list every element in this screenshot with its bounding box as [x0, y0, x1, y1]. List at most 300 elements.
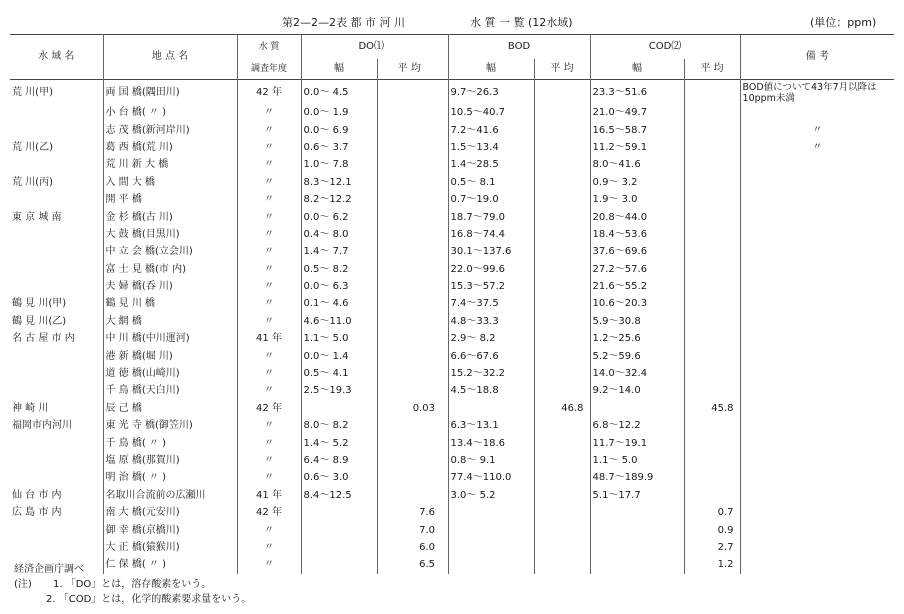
survey-year: 〃 — [237, 434, 301, 451]
bod-average — [534, 278, 590, 295]
location: 御 幸 橋(京橋川) — [103, 521, 237, 538]
do-range: 6.4～ 8.9 — [301, 452, 377, 469]
bod-range: 10.5～40.7 — [448, 104, 534, 121]
remarks — [740, 400, 894, 417]
water-area: 仙 台 市 内 — [12, 489, 62, 501]
water-area — [10, 452, 103, 469]
cod-range — [590, 556, 684, 573]
remarks — [740, 487, 894, 504]
do-average — [377, 313, 441, 330]
survey-year: 〃 — [237, 469, 301, 486]
survey-year: 〃 — [237, 347, 301, 364]
location: 千 鳥 橋(天白川) — [103, 382, 237, 399]
survey-year: 〃 — [237, 382, 301, 399]
cod-range — [590, 504, 684, 521]
do-range: 1.4～ 7.7 — [301, 243, 377, 260]
survey-year: 〃 — [237, 191, 301, 208]
bod-range — [448, 400, 534, 417]
do-average — [377, 278, 441, 295]
header-do-range: 幅 — [301, 59, 377, 80]
bod-average — [534, 174, 590, 191]
cod-average — [684, 278, 740, 295]
water-area: 鶴 見 川(乙) — [12, 315, 67, 327]
location: 開 平 橋 — [103, 191, 237, 208]
bod-range: 16.8～74.4 — [448, 226, 534, 243]
bod-average — [534, 104, 590, 121]
bod-range: 2.9～ 8.2 — [448, 330, 534, 347]
remarks — [740, 261, 894, 278]
water-area — [10, 261, 103, 278]
do-range — [301, 539, 377, 556]
do-average — [377, 174, 441, 191]
location: 大 網 橋 — [103, 313, 237, 330]
remarks — [740, 365, 894, 382]
water-area — [10, 104, 103, 121]
cod-average: 0.7 — [684, 504, 740, 521]
cod-range: 5.1～17.7 — [590, 487, 684, 504]
location: 両 国 橋(隅田川) — [103, 80, 237, 105]
do-average — [377, 191, 441, 208]
bod-range — [448, 521, 534, 538]
survey-year: 〃 — [237, 313, 301, 330]
cod-average — [684, 104, 740, 121]
cod-range — [590, 400, 684, 417]
location: 入 間 大 橋 — [103, 174, 237, 191]
cod-average: 45.8 — [684, 400, 740, 417]
bod-average — [534, 313, 590, 330]
survey-year: 〃 — [237, 208, 301, 225]
do-average: 7.0 — [377, 521, 441, 538]
cod-average — [684, 382, 740, 399]
bod-range: 0.5～ 8.1 — [448, 174, 534, 191]
remarks — [740, 243, 894, 260]
remarks — [740, 521, 894, 538]
do-average — [377, 417, 441, 434]
water-area: 神 崎 川 — [12, 402, 49, 414]
location: 金 杉 橋(古 川) — [103, 208, 237, 225]
bod-average — [534, 156, 590, 173]
cod-average — [684, 365, 740, 382]
cod-range: 18.4～53.6 — [590, 226, 684, 243]
header-bod-range: 幅 — [448, 59, 534, 80]
table-row — [10, 156, 894, 173]
location: 中 川 橋(中川運河) — [103, 330, 237, 347]
do-average: 6.0 — [377, 539, 441, 556]
do-range: 8.4～12.5 — [301, 487, 377, 504]
water-quality-table — [10, 34, 894, 574]
do-average — [377, 434, 441, 451]
water-area — [10, 191, 103, 208]
do-average — [377, 487, 441, 504]
water-area: 荒 川(甲) — [12, 86, 53, 98]
bod-average — [534, 226, 590, 243]
location: 大 正 橋(猿猴川) — [103, 539, 237, 556]
bod-range: 0.7～19.0 — [448, 191, 534, 208]
do-average — [377, 382, 441, 399]
do-average — [377, 226, 441, 243]
location: 明 治 橋( 〃 ) — [103, 469, 237, 486]
cod-average — [684, 191, 740, 208]
cod-average: 1.2 — [684, 556, 740, 573]
water-area — [10, 156, 103, 173]
survey-year: 42 年 — [237, 80, 301, 105]
remarks — [740, 156, 894, 173]
remarks — [740, 278, 894, 295]
cod-range — [590, 539, 684, 556]
cod-range: 16.5～58.7 — [590, 121, 684, 138]
location: 名取川合流前の広瀬川 — [103, 487, 237, 504]
survey-year: 〃 — [237, 278, 301, 295]
header-cod-average: 平 均 — [684, 59, 740, 80]
location: 葛 西 橋(荒 川) — [103, 139, 237, 156]
location: 富 士 見 橋(市 内) — [103, 261, 237, 278]
bod-range: 15.3～57.2 — [448, 278, 534, 295]
cod-average — [684, 261, 740, 278]
do-range: 0.6～ 3.7 — [301, 139, 377, 156]
header-location: 地 点 名 — [103, 35, 237, 80]
table-row — [10, 104, 894, 121]
cod-range: 48.7～189.9 — [590, 469, 684, 486]
do-average — [377, 208, 441, 225]
header-do-average: 平 均 — [377, 59, 441, 80]
bod-range — [448, 539, 534, 556]
do-average — [377, 121, 441, 138]
table-row — [10, 243, 894, 260]
water-area — [10, 434, 103, 451]
bod-average — [534, 347, 590, 364]
survey-year: 41 年 — [237, 330, 301, 347]
location: 道 徳 橋(山崎川) — [103, 365, 237, 382]
do-range — [301, 504, 377, 521]
table-row — [10, 278, 894, 295]
remarks: BOD値について43年7月以降は10ppm未満 — [740, 80, 894, 105]
bod-average — [534, 469, 590, 486]
table-row — [10, 121, 894, 138]
bod-average — [534, 121, 590, 138]
cod-average — [684, 243, 740, 260]
survey-year: 〃 — [237, 556, 301, 573]
do-range: 1.0～ 7.8 — [301, 156, 377, 173]
do-range: 8.3～12.1 — [301, 174, 377, 191]
bod-range: 0.8～ 9.1 — [448, 452, 534, 469]
remarks — [740, 347, 894, 364]
water-area — [10, 226, 103, 243]
remarks — [740, 174, 894, 191]
do-range: 4.6～11.0 — [301, 313, 377, 330]
do-range: 0.0～ 6.9 — [301, 121, 377, 138]
table-row — [10, 313, 894, 330]
bod-average — [534, 330, 590, 347]
cod-range: 14.0～32.4 — [590, 365, 684, 382]
bod-range: 7.4～37.5 — [448, 295, 534, 312]
bod-range: 77.4～110.0 — [448, 469, 534, 486]
do-range: 1.4～ 5.2 — [301, 434, 377, 451]
water-area — [10, 365, 103, 382]
survey-year: 〃 — [237, 452, 301, 469]
survey-year: 〃 — [237, 295, 301, 312]
bod-range: 4.8～33.3 — [448, 313, 534, 330]
bod-range: 30.1～137.6 — [448, 243, 534, 260]
table-row — [10, 539, 894, 556]
do-range: 0.1～ 4.6 — [301, 295, 377, 312]
survey-year: 〃 — [237, 174, 301, 191]
location: 南 大 橋(元安川) — [103, 504, 237, 521]
cod-range: 23.3～51.6 — [590, 80, 684, 105]
cod-average — [684, 226, 740, 243]
bod-average: 46.8 — [534, 400, 590, 417]
remarks — [740, 295, 894, 312]
water-area — [10, 382, 103, 399]
source-note: 経済企画庁調べ — [14, 564, 84, 575]
do-average — [377, 347, 441, 364]
water-area — [10, 469, 103, 486]
header-bod-average: 平 均 — [534, 59, 590, 80]
bod-average — [534, 487, 590, 504]
remarks — [740, 417, 894, 434]
bod-average — [534, 521, 590, 538]
water-area: 広 島 市 内 — [12, 507, 62, 519]
cod-range: 27.2～57.6 — [590, 261, 684, 278]
cod-average — [684, 295, 740, 312]
location: 辰 己 橋 — [103, 400, 237, 417]
table-row — [10, 521, 894, 538]
remarks — [740, 313, 894, 330]
do-range: 0.0～ 1.4 — [301, 347, 377, 364]
survey-year: 〃 — [237, 243, 301, 260]
do-range: 0.0～ 1.9 — [301, 104, 377, 121]
table-row — [10, 80, 894, 105]
remarks — [740, 434, 894, 451]
do-average: 6.5 — [377, 556, 441, 573]
cod-average: 0.9 — [684, 521, 740, 538]
cod-average — [684, 139, 740, 156]
do-range: 8.2～12.2 — [301, 191, 377, 208]
bod-range: 13.4～18.6 — [448, 434, 534, 451]
table-row — [10, 487, 894, 504]
bod-average — [534, 243, 590, 260]
bod-average — [534, 365, 590, 382]
table-body — [10, 80, 894, 574]
table-row — [10, 139, 894, 156]
table-row — [10, 347, 894, 364]
survey-year: 〃 — [237, 417, 301, 434]
cod-range: 0.9～ 3.2 — [590, 174, 684, 191]
header-do: DO⑴ — [301, 35, 441, 60]
do-range — [301, 556, 377, 573]
title-sub: 水 質 一 覧 (12水域) — [470, 16, 573, 29]
bod-range: 3.0～ 5.2 — [448, 487, 534, 504]
bod-range: 9.7～26.3 — [448, 80, 534, 105]
note-line-1 — [14, 577, 251, 592]
header-survey-1: 水 質 — [237, 35, 301, 60]
table-row — [10, 365, 894, 382]
bod-average — [534, 261, 590, 278]
bod-range — [448, 504, 534, 521]
do-average — [377, 295, 441, 312]
bod-average — [534, 80, 590, 105]
cod-range: 21.6～55.2 — [590, 278, 684, 295]
cod-average — [684, 347, 740, 364]
cod-range: 20.8～44.0 — [590, 208, 684, 225]
do-average — [377, 365, 441, 382]
remarks — [740, 469, 894, 486]
remarks — [740, 556, 894, 573]
cod-range: 1.9～ 3.0 — [590, 191, 684, 208]
remarks — [740, 382, 894, 399]
title-main: 第2—2—2表 都 市 河 川 — [282, 16, 405, 29]
do-range: 0.6～ 3.0 — [301, 469, 377, 486]
header-survey-2: 調査年度 — [237, 59, 301, 80]
do-range: 0.5～ 8.2 — [301, 261, 377, 278]
survey-year: 〃 — [237, 226, 301, 243]
do-range: 8.0～ 8.2 — [301, 417, 377, 434]
table-row — [10, 208, 894, 225]
bod-average — [534, 452, 590, 469]
bod-range: 6.3～13.1 — [448, 417, 534, 434]
bod-average — [534, 208, 590, 225]
cod-average — [684, 208, 740, 225]
cod-range: 37.6～69.6 — [590, 243, 684, 260]
do-average — [377, 452, 441, 469]
cod-average — [684, 156, 740, 173]
table-title — [0, 14, 904, 34]
cod-range: 10.6～20.3 — [590, 295, 684, 312]
remarks — [740, 504, 894, 521]
remarks — [740, 539, 894, 556]
do-range: 0.4～ 8.0 — [301, 226, 377, 243]
header-cod-range: 幅 — [590, 59, 684, 80]
do-average — [377, 261, 441, 278]
water-area — [10, 521, 103, 538]
bod-range: 22.0～99.6 — [448, 261, 534, 278]
location: 仁 保 橋( 〃 ) — [103, 556, 237, 573]
survey-year: 42 年 — [237, 504, 301, 521]
survey-year: 〃 — [237, 139, 301, 156]
table-row — [10, 261, 894, 278]
bod-average — [534, 191, 590, 208]
bod-range: 7.2～41.6 — [448, 121, 534, 138]
remarks — [740, 104, 894, 121]
cod-average — [684, 487, 740, 504]
remarks — [740, 330, 894, 347]
cod-range: 11.7～19.1 — [590, 434, 684, 451]
location: 小 台 橋( 〃 ) — [103, 104, 237, 121]
survey-year: 〃 — [237, 539, 301, 556]
cod-average — [684, 174, 740, 191]
survey-year: 〃 — [237, 365, 301, 382]
do-range: 0.0～ 4.5 — [301, 80, 377, 105]
do-range: 2.5～19.3 — [301, 382, 377, 399]
bod-range: 6.6～67.6 — [448, 347, 534, 364]
cod-range: 6.8～12.2 — [590, 417, 684, 434]
table-row — [10, 191, 894, 208]
cod-average — [684, 469, 740, 486]
location: 塩 原 橋(那賀川) — [103, 452, 237, 469]
survey-year: 〃 — [237, 121, 301, 138]
table-row — [10, 400, 894, 417]
remarks — [740, 226, 894, 243]
cod-range: 11.2～59.1 — [590, 139, 684, 156]
bod-average — [534, 382, 590, 399]
do-range: 0.0～ 6.3 — [301, 278, 377, 295]
water-area: 東 京 城 南 — [12, 211, 62, 223]
cod-average — [684, 452, 740, 469]
bod-range: 1.4～28.5 — [448, 156, 534, 173]
location: 夫 婦 橋(呑 川) — [103, 278, 237, 295]
survey-year: 42 年 — [237, 400, 301, 417]
do-range: 1.1～ 5.0 — [301, 330, 377, 347]
location: 中 立 会 橋(立会川) — [103, 243, 237, 260]
cod-average — [684, 330, 740, 347]
cod-range: 1.2～25.6 — [590, 330, 684, 347]
remarks: 〃 — [740, 121, 894, 138]
table-header — [10, 35, 894, 80]
survey-year: 41 年 — [237, 487, 301, 504]
bod-average — [534, 539, 590, 556]
unit-label: (単位：ppm) — [810, 16, 877, 29]
table-row — [10, 504, 894, 521]
bod-average — [534, 504, 590, 521]
bod-range — [448, 556, 534, 573]
water-area — [10, 539, 103, 556]
cod-range: 5.2～59.6 — [590, 347, 684, 364]
cod-average: 2.7 — [684, 539, 740, 556]
location: 港 新 橋(堀 川) — [103, 347, 237, 364]
water-area: 福岡市内河川 — [12, 420, 72, 432]
do-average — [377, 243, 441, 260]
do-average — [377, 104, 441, 121]
location: 東 光 寺 橋(御笠川) — [103, 417, 237, 434]
do-range — [301, 521, 377, 538]
bod-range: 18.7～79.0 — [448, 208, 534, 225]
table-row — [10, 417, 894, 434]
table-row — [10, 226, 894, 243]
cod-range: 21.0～49.7 — [590, 104, 684, 121]
header-remarks: 備 考 — [740, 35, 894, 80]
bod-range: 15.2～32.2 — [448, 365, 534, 382]
cod-range: 9.2～14.0 — [590, 382, 684, 399]
survey-year: 〃 — [237, 156, 301, 173]
water-area: 鶴 見 川(甲) — [12, 298, 67, 310]
do-average: 0.03 — [377, 400, 441, 417]
location: 荒 川 新 大 橋 — [103, 156, 237, 173]
bod-range: 4.5～18.8 — [448, 382, 534, 399]
header-water-area: 水 域 名 — [38, 51, 75, 62]
cod-range: 8.0～41.6 — [590, 156, 684, 173]
cod-range: 1.1～ 5.0 — [590, 452, 684, 469]
table-row — [10, 295, 894, 312]
header-bod: BOD — [448, 35, 590, 60]
water-area: 荒 川(乙) — [12, 141, 53, 153]
cod-range — [590, 521, 684, 538]
cod-average — [684, 313, 740, 330]
do-average — [377, 156, 441, 173]
water-area — [10, 243, 103, 260]
location: 鶴 見 川 橋 — [103, 295, 237, 312]
do-range: 0.0～ 6.2 — [301, 208, 377, 225]
survey-year: 〃 — [237, 261, 301, 278]
cod-range: 5.9～30.8 — [590, 313, 684, 330]
do-range — [301, 400, 377, 417]
do-average: 7.6 — [377, 504, 441, 521]
table-row — [10, 382, 894, 399]
table-row — [10, 174, 894, 191]
bod-average — [534, 434, 590, 451]
cod-average — [684, 121, 740, 138]
water-area — [10, 347, 103, 364]
table-row — [10, 469, 894, 486]
location: 志 茂 橋(新河岸川) — [103, 121, 237, 138]
